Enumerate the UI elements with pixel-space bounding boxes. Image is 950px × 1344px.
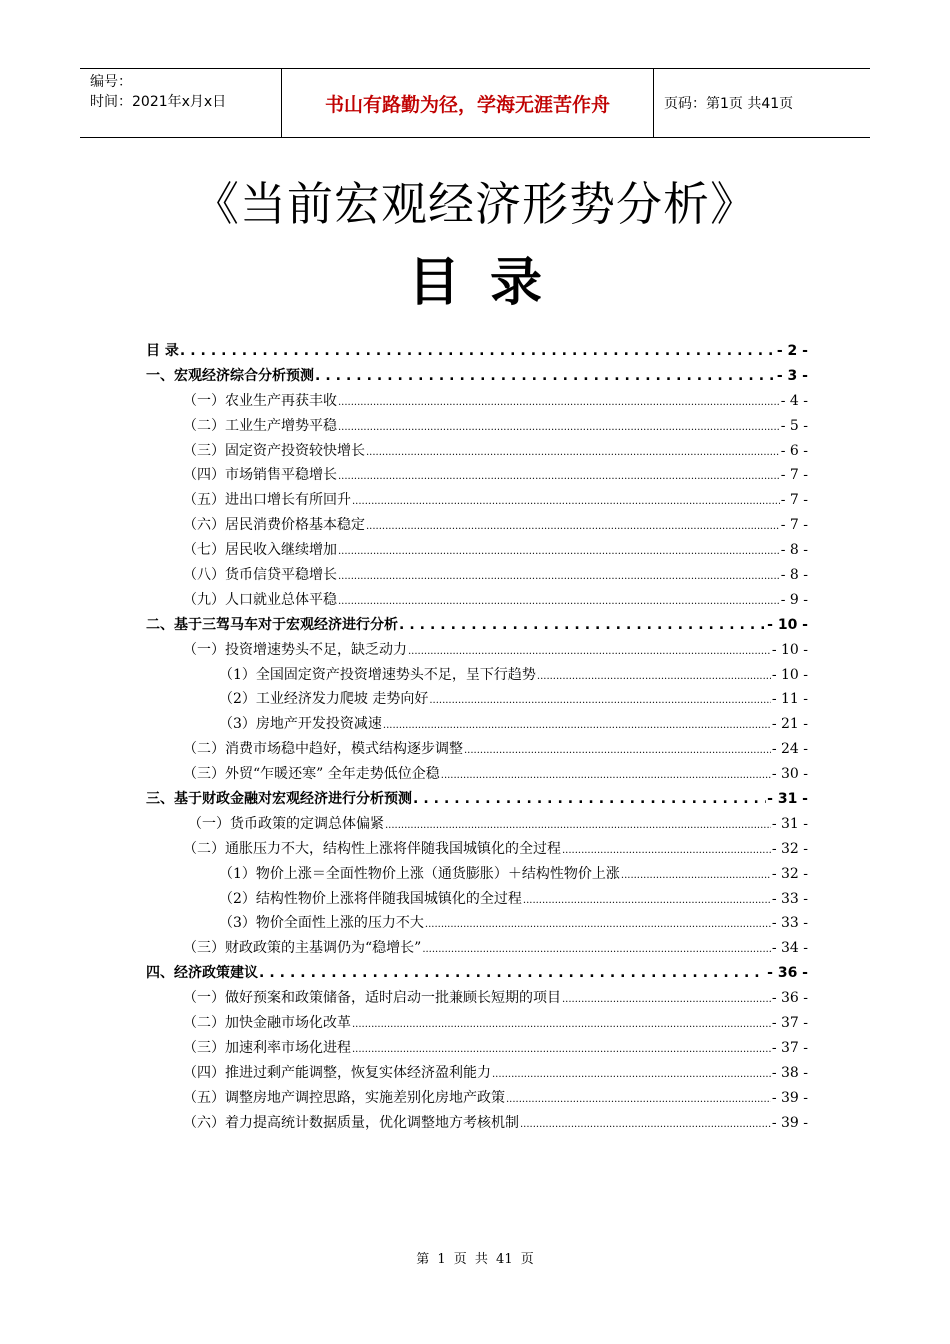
toc-entry[interactable] bbox=[146, 489, 808, 514]
toc-entry-page: - 39 - bbox=[771, 1089, 808, 1106]
toc-leader-dots bbox=[180, 343, 776, 359]
toc-entry-title: （六）着力提高统计数据质量，优化调整地方考核机制 bbox=[183, 1114, 519, 1131]
toc-leader-dots bbox=[259, 965, 766, 981]
toc-entry-page: - 33 - bbox=[771, 915, 808, 932]
toc-entry[interactable] bbox=[146, 564, 808, 589]
toc-entry-page: - 36 - bbox=[771, 990, 808, 1007]
toc-leader-dots bbox=[425, 915, 771, 931]
toc-entry[interactable] bbox=[146, 1062, 808, 1087]
toc-leader-dots bbox=[429, 691, 770, 707]
toc-entry-page: - 30 - bbox=[771, 766, 808, 783]
toc-leader-dots bbox=[506, 1090, 771, 1106]
toc-entry-title: 一、宏观经济综合分析预测 bbox=[146, 367, 314, 384]
toc-entry-title: （一）货币政策的定调总体偏紧 bbox=[188, 815, 384, 832]
toc-entry[interactable] bbox=[146, 390, 808, 415]
toc-entry-title: （一）投资增速势头不足，缺乏动力 bbox=[183, 641, 407, 658]
toc-entry-title: （二）工业生产增势平稳 bbox=[183, 417, 337, 434]
toc-leader-dots bbox=[338, 567, 780, 583]
toc-entry[interactable] bbox=[146, 440, 808, 465]
toc-entry[interactable] bbox=[146, 1112, 808, 1137]
toc-entry-title: 四、经济政策建议 bbox=[146, 965, 258, 982]
toc-entry-page: - 31 - bbox=[771, 815, 808, 832]
toc-entry-title: 三、基于财政金融对宏观经济进行分析预测 bbox=[146, 791, 412, 808]
toc-entry[interactable] bbox=[146, 1087, 808, 1112]
toc-entry-page: - 7 - bbox=[780, 467, 808, 484]
toc-entry-page: - 8 - bbox=[780, 567, 808, 584]
toc-leader-dots bbox=[338, 393, 780, 409]
toc-entry[interactable] bbox=[146, 788, 808, 813]
toc-entry[interactable] bbox=[146, 912, 808, 937]
toc-entry-title: （三）外贸“乍暖还寒” 全年走势低位企稳 bbox=[183, 766, 440, 783]
toc-leader-dots bbox=[520, 1115, 771, 1131]
toc-leader-dots bbox=[352, 492, 780, 508]
toc-entry-page: - 11 - bbox=[771, 691, 808, 708]
toc-leader-dots bbox=[413, 791, 766, 807]
toc-entry-page: - 9 - bbox=[780, 591, 808, 608]
toc-leader-dots bbox=[441, 766, 771, 782]
toc-entry-page: - 3 - bbox=[776, 367, 808, 384]
time-label: 时间：2021年x月x日 bbox=[90, 94, 227, 110]
toc-entry-page: - 32 - bbox=[771, 840, 808, 857]
toc-entry-title: （八）货币信贷平稳增长 bbox=[183, 567, 337, 584]
toc-entry-title: （1）物价上涨＝全面性物价上涨（通货膨胀）＋结构性物价上涨 bbox=[219, 865, 620, 882]
toc-entry-title: （五）进出口增长有所回升 bbox=[183, 492, 351, 509]
page-footer: 第 1 页 共 41 页 bbox=[416, 1252, 534, 1267]
number-label: 编号： bbox=[90, 74, 132, 90]
toc-leader-dots bbox=[562, 841, 771, 857]
toc-entry-page: - 7 - bbox=[780, 517, 808, 534]
toc-leader-dots bbox=[383, 716, 771, 732]
toc-leader-dots bbox=[338, 542, 780, 558]
toc-leader-dots bbox=[366, 517, 780, 533]
toc-entry[interactable] bbox=[146, 1012, 808, 1037]
toc-entry[interactable] bbox=[146, 888, 808, 913]
toc-entry-title: （二）加快金融市场化改革 bbox=[183, 1015, 351, 1032]
toc-entry-page: - 2 - bbox=[776, 343, 808, 359]
toc-entry-page: - 8 - bbox=[780, 542, 808, 559]
toc-leader-dots bbox=[366, 443, 780, 459]
toc-entry-title: （3）物价全面性上涨的压力不大 bbox=[219, 915, 424, 932]
toc-entry[interactable] bbox=[146, 664, 808, 689]
toc-entry-title: 二、基于三驾马车对于宏观经济进行分析 bbox=[146, 616, 398, 633]
toc-leader-dots bbox=[399, 617, 766, 633]
toc-entry[interactable] bbox=[146, 589, 808, 614]
toc-entry[interactable] bbox=[146, 1037, 808, 1062]
toc-entry-title: （二）通胀压力不大，结构性上涨将伴随我国城镇化的全过程 bbox=[183, 840, 561, 857]
toc-entry-page: - 37 - bbox=[771, 1015, 808, 1032]
document-title: 《当前宏观经济形势分析》 bbox=[193, 177, 757, 231]
toc-entry-page: - 7 - bbox=[780, 492, 808, 509]
toc-entry-title: （四）推进过剩产能调整，恢复实体经济盈利能力 bbox=[183, 1064, 491, 1081]
toc-entry-title: （五）调整房地产调控思路，实施差别化房地产政策 bbox=[183, 1089, 505, 1106]
header-left-cell bbox=[80, 69, 282, 137]
toc-leader-dots bbox=[338, 592, 780, 608]
toc-leader-dots bbox=[385, 816, 771, 832]
toc-entry[interactable] bbox=[146, 415, 808, 440]
toc-leader-dots bbox=[338, 418, 780, 434]
toc-leader-dots bbox=[621, 866, 771, 882]
toc-entry-title: （3）房地产开发投资减速 bbox=[219, 716, 382, 733]
toc-entry[interactable] bbox=[146, 340, 808, 365]
table-of-contents bbox=[146, 340, 808, 1137]
toc-entry-title: 目 录 bbox=[146, 343, 179, 359]
toc-entry-title: （1）全国固定资产投资增速势头不足，呈下行趋势 bbox=[219, 666, 536, 683]
toc-entry-page: - 10 - bbox=[767, 616, 808, 633]
toc-leader-dots bbox=[523, 891, 771, 907]
toc-leader-dots bbox=[338, 467, 780, 483]
toc-entry[interactable] bbox=[146, 514, 808, 539]
toc-entry[interactable] bbox=[146, 738, 808, 763]
toc-entry[interactable] bbox=[146, 763, 808, 788]
toc-entry-page: - 33 - bbox=[771, 890, 808, 907]
toc-leader-dots bbox=[492, 1065, 771, 1081]
toc-entry-page: - 34 - bbox=[771, 940, 808, 957]
toc-entry-page: - 32 - bbox=[771, 865, 808, 882]
toc-heading: 目录 bbox=[407, 253, 572, 313]
toc-entry-title: （2）工业经济发力爬坡 走势向好 bbox=[219, 691, 429, 708]
toc-leader-dots bbox=[464, 741, 771, 757]
toc-leader-dots bbox=[352, 1015, 771, 1031]
toc-entry-page: - 24 - bbox=[771, 741, 808, 758]
motto: 书山有路勤为径，学海无涯苦作舟 bbox=[282, 69, 654, 137]
toc-entry[interactable] bbox=[146, 937, 808, 962]
header-table bbox=[80, 68, 870, 138]
toc-entry[interactable] bbox=[146, 365, 808, 390]
toc-entry-title: （六）居民消费价格基本稳定 bbox=[183, 517, 365, 534]
toc-leader-dots bbox=[562, 990, 771, 1006]
toc-entry-title: （一）农业生产再获丰收 bbox=[183, 392, 337, 409]
toc-entry-page: - 39 - bbox=[771, 1114, 808, 1131]
toc-entry[interactable] bbox=[146, 863, 808, 888]
toc-leader-dots bbox=[408, 642, 771, 658]
toc-entry-page: - 5 - bbox=[780, 417, 808, 434]
toc-entry-page: - 37 - bbox=[771, 1039, 808, 1056]
toc-entry[interactable] bbox=[146, 639, 808, 664]
toc-entry[interactable] bbox=[146, 838, 808, 863]
toc-leader-dots bbox=[422, 940, 770, 956]
toc-entry-title: （2）结构性物价上涨将伴随我国城镇化的全过程 bbox=[219, 890, 522, 907]
toc-leader-dots bbox=[537, 667, 771, 683]
toc-entry-title: （九）人口就业总体平稳 bbox=[183, 591, 337, 608]
toc-entry-title: （三）加速利率市场化进程 bbox=[183, 1039, 351, 1056]
toc-entry-page: - 6 - bbox=[780, 442, 808, 459]
toc-entry-title: （三）固定资产投资较快增长 bbox=[183, 442, 365, 459]
toc-entry[interactable] bbox=[146, 539, 808, 564]
page-info: 页码：第1页 共41页 bbox=[664, 96, 794, 112]
toc-entry-title: （一）做好预案和政策储备，适时启动一批兼顾长短期的项目 bbox=[183, 990, 561, 1007]
toc-entry[interactable] bbox=[146, 614, 808, 639]
toc-entry[interactable] bbox=[146, 962, 808, 987]
toc-entry-page: - 10 - bbox=[771, 666, 808, 683]
toc-entry[interactable] bbox=[146, 713, 808, 738]
toc-entry[interactable] bbox=[146, 464, 808, 489]
toc-leader-dots bbox=[315, 368, 776, 384]
toc-leader-dots bbox=[352, 1040, 771, 1056]
toc-entry-title: （四）市场销售平稳增长 bbox=[183, 467, 337, 484]
toc-entry-page: - 21 - bbox=[771, 716, 808, 733]
toc-entry-title: （二）消费市场稳中趋好，模式结构逐步调整 bbox=[183, 741, 463, 758]
toc-entry-page: - 36 - bbox=[767, 965, 808, 982]
toc-entry[interactable] bbox=[146, 813, 808, 838]
toc-entry-page: - 10 - bbox=[771, 641, 808, 658]
toc-entry-page: - 38 - bbox=[771, 1064, 808, 1081]
toc-entry[interactable] bbox=[146, 987, 808, 1012]
toc-entry-title: （三）财政政策的主基调仍为“稳增长” bbox=[183, 940, 422, 957]
toc-entry-page: - 31 - bbox=[767, 791, 808, 808]
toc-entry-page: - 4 - bbox=[780, 392, 808, 409]
toc-entry-title: （七）居民收入继续增加 bbox=[183, 542, 337, 559]
toc-entry[interactable] bbox=[146, 688, 808, 713]
